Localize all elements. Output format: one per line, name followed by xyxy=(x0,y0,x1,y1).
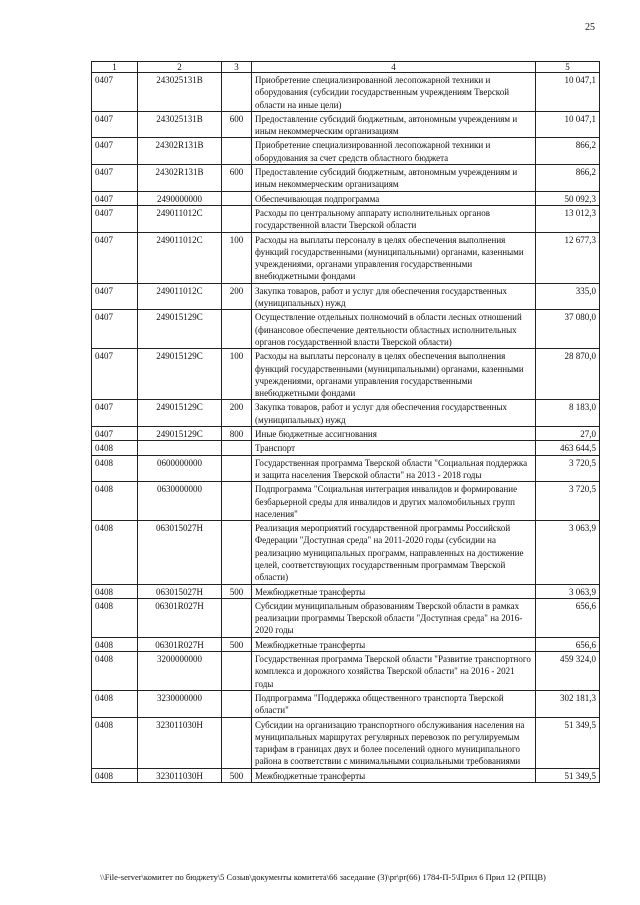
row-amount: 10 047,1 xyxy=(536,111,600,138)
row-code: 0408 xyxy=(92,584,138,598)
table-row xyxy=(92,441,600,455)
row-expense-type xyxy=(222,191,252,205)
row-amount: 656,6 xyxy=(536,598,600,637)
row-amount: 51 349,5 xyxy=(536,717,600,768)
page-number: 25 xyxy=(585,22,595,33)
row-name: Приобретение специализированной лесопожарной техники и оборудования за счет средств областного бюджета xyxy=(252,138,536,165)
table-row xyxy=(92,73,600,112)
row-target-article: 243025131В xyxy=(138,111,222,138)
row-name: Расходы на выплаты персоналу в целях обеспечения выполнения функций государственными (муниципальными) органами, казенными учреждениями, органами управления государственными внебюджетными фондами xyxy=(252,349,536,400)
column-header: 4 xyxy=(252,62,536,73)
budget-table xyxy=(91,61,600,783)
row-amount: 50 092,3 xyxy=(536,191,600,205)
row-expense-type xyxy=(222,138,252,165)
row-code: 0407 xyxy=(92,283,138,310)
table-row xyxy=(92,637,600,651)
row-expense-type xyxy=(222,455,252,482)
column-header: 3 xyxy=(222,62,252,73)
row-target-article: 249015129С xyxy=(138,400,222,427)
table-row xyxy=(92,349,600,400)
row-target-article: 2490000000 xyxy=(138,191,222,205)
row-amount: 27,0 xyxy=(536,427,600,441)
row-code: 0408 xyxy=(92,455,138,482)
row-expense-type: 100 xyxy=(222,349,252,400)
table-row xyxy=(92,205,600,232)
row-amount: 302 181,3 xyxy=(536,690,600,717)
row-name: Иные бюджетные ассигнования xyxy=(252,427,536,441)
table-row xyxy=(92,455,600,482)
row-amount: 13 012,3 xyxy=(536,205,600,232)
row-amount: 656,6 xyxy=(536,637,600,651)
column-header: 2 xyxy=(138,62,222,73)
table-row xyxy=(92,584,600,598)
row-expense-type xyxy=(222,310,252,349)
table-header-row xyxy=(92,62,600,73)
table-row xyxy=(92,717,600,768)
row-code: 0408 xyxy=(92,637,138,651)
row-expense-type: 500 xyxy=(222,768,252,782)
file-path-footer: \\File-server\комитет по бюджету\5 Созыв\документы комитета\66 заседание (3)\pr\pr(66) 1784-П-5\Прил 6 Прил 12 (РПЦВ) xyxy=(100,872,546,882)
row-target-article: 3230000000 xyxy=(138,690,222,717)
row-amount: 28 870,0 xyxy=(536,349,600,400)
row-name: Подпрограмма "Социальная интеграция инвалидов и формирование безбарьерной среды для инвалидов и других маломобильных групп населения" xyxy=(252,482,536,521)
row-name: Подпрограмма "Поддержка общественного транспорта Тверской области" xyxy=(252,690,536,717)
row-code: 0407 xyxy=(92,232,138,283)
row-target-article: 249011012С xyxy=(138,232,222,283)
row-code: 0407 xyxy=(92,427,138,441)
row-target-article: 249015129С xyxy=(138,310,222,349)
row-amount: 10 047,1 xyxy=(536,73,600,112)
row-expense-type: 800 xyxy=(222,427,252,441)
row-target-article: 06301R027Н xyxy=(138,598,222,637)
row-name: Государственная программа Тверской области "Развитие транспортного комплекса и дорожного хозяйства Тверской области" на 2016 - 2021 годы xyxy=(252,652,536,691)
row-amount: 8 183,0 xyxy=(536,400,600,427)
row-amount: 3 720,5 xyxy=(536,455,600,482)
row-name: Межбюджетные трансферты xyxy=(252,768,536,782)
row-name: Приобретение специализированной лесопожарной техники и оборудования (субсидии государственным учреждениям Тверской области на иные цели) xyxy=(252,73,536,112)
row-code: 0407 xyxy=(92,165,138,192)
row-expense-type: 500 xyxy=(222,584,252,598)
row-expense-type: 600 xyxy=(222,111,252,138)
row-code: 0408 xyxy=(92,521,138,584)
row-target-article: 06301R027Н xyxy=(138,637,222,651)
table-row xyxy=(92,482,600,521)
row-name: Осуществление отдельных полномочий в области лесных отношений (финансовое обеспечение деятельности областных исполнительных органов государственной власти Тверской области) xyxy=(252,310,536,349)
row-expense-type xyxy=(222,205,252,232)
row-name: Закупка товаров, работ и услуг для обеспечения государственных (муниципальных) нужд xyxy=(252,283,536,310)
row-expense-type: 600 xyxy=(222,165,252,192)
row-expense-type: 500 xyxy=(222,637,252,651)
row-name: Расходы на выплаты персоналу в целях обеспечения выполнения функций государственными (муниципальными) органами, казенными учреждениями, органами управления государственными внебюджетными фондами xyxy=(252,232,536,283)
row-name: Межбюджетные трансферты xyxy=(252,637,536,651)
row-target-article: 249011012С xyxy=(138,283,222,310)
table-row xyxy=(92,191,600,205)
table-row xyxy=(92,283,600,310)
row-code: 0408 xyxy=(92,482,138,521)
row-amount: 12 677,3 xyxy=(536,232,600,283)
row-name: Межбюджетные трансферты xyxy=(252,584,536,598)
row-name: Транспорт xyxy=(252,441,536,455)
table-row xyxy=(92,598,600,637)
row-amount: 335,0 xyxy=(536,283,600,310)
row-code: 0407 xyxy=(92,205,138,232)
row-amount: 3 063,9 xyxy=(536,521,600,584)
row-code: 0408 xyxy=(92,652,138,691)
table-row xyxy=(92,521,600,584)
row-amount: 459 324,0 xyxy=(536,652,600,691)
table-row xyxy=(92,768,600,782)
row-code: 0408 xyxy=(92,717,138,768)
row-code: 0407 xyxy=(92,138,138,165)
row-code: 0408 xyxy=(92,768,138,782)
row-target-article: 249015129С xyxy=(138,427,222,441)
row-name: Государственная программа Тверской области "Социальная поддержка и защита населения Тверской области" на 2013 - 2018 годы xyxy=(252,455,536,482)
row-target-article: 323011030Н xyxy=(138,768,222,782)
row-code: 0407 xyxy=(92,111,138,138)
row-name: Субсидии муниципальным образованиям Тверской области в рамках реализации программы Тверской области "Доступная среда" на 2016-2020 годы xyxy=(252,598,536,637)
row-amount: 51 349,5 xyxy=(536,768,600,782)
column-header: 5 xyxy=(536,62,600,73)
table-body xyxy=(92,73,600,783)
row-expense-type xyxy=(222,73,252,112)
table-row xyxy=(92,111,600,138)
row-amount: 3 063,9 xyxy=(536,584,600,598)
row-expense-type xyxy=(222,598,252,637)
row-name: Предоставление субсидий бюджетным, автономным учреждениям и иным некоммерческим организациям xyxy=(252,111,536,138)
table-row xyxy=(92,690,600,717)
row-target-article: 24302R131В xyxy=(138,165,222,192)
row-target-article: 063015027Н xyxy=(138,521,222,584)
row-target-article: 0630000000 xyxy=(138,482,222,521)
row-name: Реализация мероприятий государственной программы Российской Федерации "Доступная среда" на 2011-2020 годы (субсидии на реализацию муниципальных программ, направленных на достижение целей, соответствующих государственным программам Тверской области) xyxy=(252,521,536,584)
row-code: 0408 xyxy=(92,598,138,637)
table-row xyxy=(92,232,600,283)
row-code: 0407 xyxy=(92,400,138,427)
table-row xyxy=(92,310,600,349)
row-code: 0408 xyxy=(92,690,138,717)
row-code: 0407 xyxy=(92,310,138,349)
row-target-article: 3200000000 xyxy=(138,652,222,691)
column-header: 1 xyxy=(92,62,138,73)
row-code: 0407 xyxy=(92,191,138,205)
row-expense-type: 200 xyxy=(222,283,252,310)
row-name: Субсидии на организацию транспортного обслуживания населения на муниципальных маршрутах регулярных перевозок по регулируемым тарифам в границах двух и более поселений одного муниципального района в соответствии с минимальными социальными требованиями xyxy=(252,717,536,768)
row-target-article: 249011012С xyxy=(138,205,222,232)
row-code: 0407 xyxy=(92,73,138,112)
row-target-article: 249015129С xyxy=(138,349,222,400)
row-name: Обеспечивающая подпрограмма xyxy=(252,191,536,205)
row-expense-type xyxy=(222,441,252,455)
row-expense-type xyxy=(222,482,252,521)
row-expense-type xyxy=(222,717,252,768)
table-row xyxy=(92,138,600,165)
row-target-article: 243025131В xyxy=(138,73,222,112)
row-expense-type xyxy=(222,652,252,691)
row-expense-type xyxy=(222,690,252,717)
row-name: Расходы по центральному аппарату исполнительных органов государственной власти Тверской области xyxy=(252,205,536,232)
row-amount: 3 720,5 xyxy=(536,482,600,521)
table-row xyxy=(92,400,600,427)
row-name: Предоставление субсидий бюджетным, автономным учреждениям и иным некоммерческим организациям xyxy=(252,165,536,192)
table-row xyxy=(92,652,600,691)
row-expense-type: 100 xyxy=(222,232,252,283)
row-expense-type: 200 xyxy=(222,400,252,427)
row-target-article: 0600000000 xyxy=(138,455,222,482)
row-code: 0408 xyxy=(92,441,138,455)
row-target-article: 323011030Н xyxy=(138,717,222,768)
row-amount: 866,2 xyxy=(536,138,600,165)
row-amount: 463 644,5 xyxy=(536,441,600,455)
row-expense-type xyxy=(222,521,252,584)
row-target-article: 063015027Н xyxy=(138,584,222,598)
row-amount: 37 080,0 xyxy=(536,310,600,349)
row-code: 0407 xyxy=(92,349,138,400)
row-target-article: 24302R131В xyxy=(138,138,222,165)
row-target-article xyxy=(138,441,222,455)
table-row xyxy=(92,165,600,192)
table-row xyxy=(92,427,600,441)
row-name: Закупка товаров, работ и услуг для обеспечения государственных (муниципальных) нужд xyxy=(252,400,536,427)
row-amount: 866,2 xyxy=(536,165,600,192)
